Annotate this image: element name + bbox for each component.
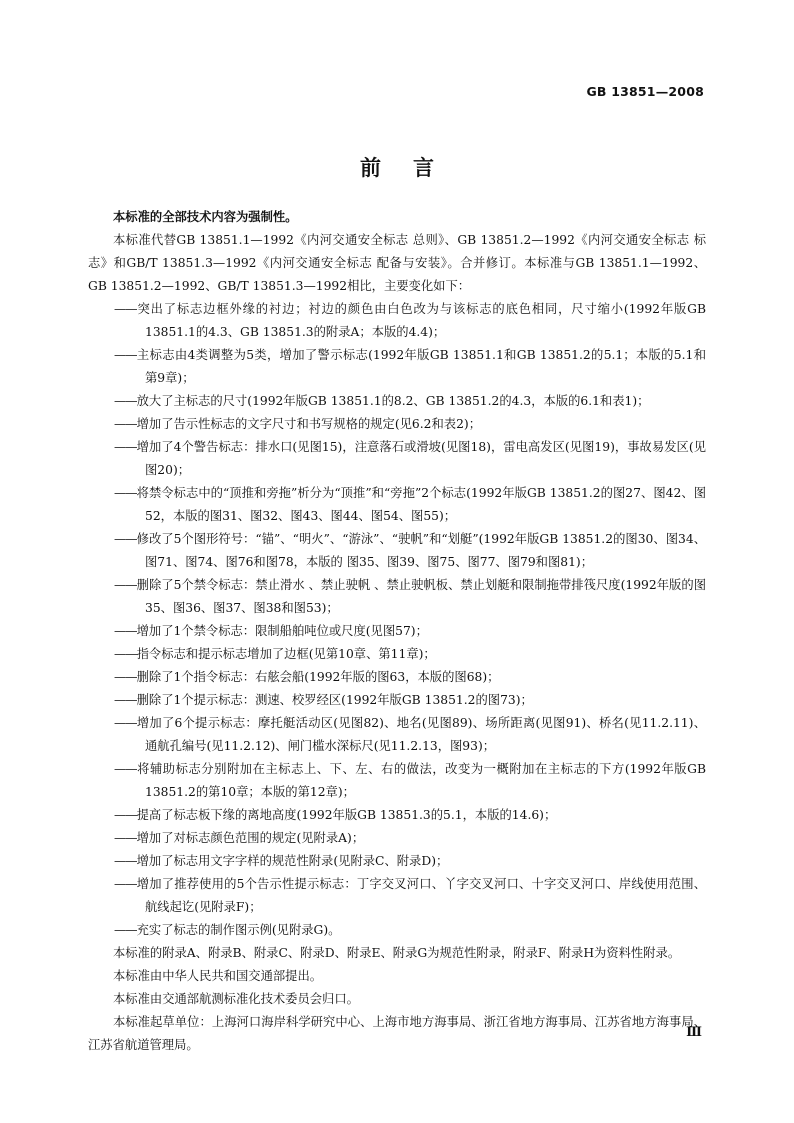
list-item-text: 指令标志和提示标志增加了边框(见第10章、第11章)； (136, 647, 436, 661)
list-item (88, 620, 706, 643)
list-item (88, 873, 706, 919)
list-item-text: 修改了5个图形符号：“锚”、“明火”、“游泳”、“驶帆”和“划艇”(1992年版GB 13851.2的图30、图34、图71、图74、图76和图78，本版的 图35、图39、图75、图77、图79和图81)； (136, 532, 706, 569)
list-item-text: 增加了标志用文字字样的规范性附录(见附录C、附录D)； (136, 854, 449, 868)
dash-marker: —— (114, 440, 137, 454)
dash-marker: —— (114, 348, 137, 362)
list-item-text: 增加了6个提示标志：摩托艇活动区(见图82)、地名(见图89)、场所距离(见图91)、桥名(见11.2.11)、通航孔编号(见11.2.12)、闸门槛水深标尺(见11.2.13，图93)； (136, 716, 706, 753)
list-item-text: 增加了对标志颜色范围的规定(见附录A)； (136, 831, 365, 845)
list-item (88, 390, 706, 413)
list-item-text: 放大了主标志的尺寸(1992年版GB 13851.1的8.2、GB 13851.2的4.3，本版的6.1和表1)； (136, 394, 650, 408)
list-item (88, 827, 706, 850)
dash-marker: —— (114, 670, 137, 684)
list-item-text: 突出了标志边框外缘的衬边；衬边的颜色由白色改为与该标志的底色相同，尺寸缩小(1992年版GB 13851.1的4.3、GB 13851.3的附录A；本版的4.4)； (136, 302, 706, 339)
list-item-text: 增加了1个禁令标志：限制船舶吨位或尺度(见图57)； (136, 624, 428, 638)
list-item-text: 主标志由4类调整为5类，增加了警示标志(1992年版GB 13851.1和GB 13851.2的5.1；本版的5.1和第9章)； (136, 348, 706, 385)
standard-number: GB 13851—2008 (586, 84, 704, 99)
mandatory-statement: 本标准的全部技术内容为强制性。 (113, 210, 298, 224)
dash-marker: —— (114, 486, 137, 500)
list-item (88, 436, 706, 482)
list-item (88, 482, 706, 528)
list-item-text: 删除了1个指令标志：右舷会船(1992年版的图63，本版的图68)； (136, 670, 500, 684)
dash-marker: —— (114, 532, 137, 546)
list-item (88, 666, 706, 689)
list-item-text: 删除了5个禁令标志：禁止滑水 、禁止驶帆 、禁止驶帆板、禁止划艇和限制拖带排筏尺度(1992年版的图35、图36、图37、图38和图53)； (136, 578, 706, 615)
committee-statement: 本标准由交通部航测标准化技术委员会归口。 (113, 992, 359, 1006)
list-item (88, 413, 706, 436)
list-item (88, 758, 706, 804)
list-item-text: 增加了推荐使用的5个告示性提示标志：丁字交叉河口、丫字交叉河口、十字交叉河口、岸线使用范围、航线起讫(见附录F)； (136, 877, 706, 914)
list-item (88, 919, 706, 942)
list-item (88, 712, 706, 758)
appendix-statement: 本标准的附录A、附录B、附录C、附录D、附录E、附录G为规范性附录，附录F、附录H为资料性附录。 (113, 946, 681, 960)
list-item (88, 689, 706, 712)
dash-marker: —— (114, 578, 137, 592)
list-item (88, 804, 706, 827)
dash-marker: —— (114, 647, 137, 661)
dash-marker: —— (114, 808, 137, 822)
dash-marker: —— (114, 417, 137, 431)
dash-marker: —— (114, 302, 137, 316)
drafters-statement: 本标准起草单位：上海河口海岸科学研究中心、上海市地方海事局、浙江省地方海事局、江苏省地方海事局、江苏省航道管理局。 (88, 1015, 706, 1052)
dash-marker: —— (114, 854, 137, 868)
list-item-text: 充实了标志的制作图示例(见附录G)。 (136, 923, 341, 937)
list-item (88, 574, 706, 620)
replacement-statement: 本标准代替GB 13851.1—1992《内河交通安全标志 总则》、GB 13851.2—1992《内河交通安全标志 标志》和GB/T 13851.3—1992《内河交通安全标志 配备与安装》。合并修订。本标准与GB 13851.1—1992、GB 13851.2—1992、GB/T 13851.3—1992相比，主要变化如下： (88, 233, 706, 293)
dash-marker: —— (114, 762, 137, 776)
list-item-text: 增加了4个警告标志：排水口(见图15)，注意落石或滑坡(见图18)，雷电高发区(见图19)，事故易发区(见图20)； (136, 440, 706, 477)
changes-list (88, 298, 706, 942)
dash-marker: —— (114, 923, 137, 937)
dash-marker: —— (114, 624, 137, 638)
proposer-statement: 本标准由中华人民共和国交通部提出。 (113, 969, 323, 983)
list-item-text: 将辅助标志分别附加在主标志上、下、左、右的做法，改变为一概附加在主标志的下方(1992年版GB 13851.2的第10章；本版的第12章)； (136, 762, 706, 799)
dash-marker: —— (114, 394, 137, 408)
list-item (88, 344, 706, 390)
dash-marker: —— (114, 831, 137, 845)
list-item-text: 删除了1个提示标志：测速、校罗经区(1992年版GB 13851.2的图73)； (136, 693, 533, 707)
page-title: 前言 (360, 156, 466, 180)
document-body (88, 206, 706, 1057)
page-number: Ⅲ (686, 1025, 702, 1040)
dash-marker: —— (114, 877, 137, 891)
list-item-text: 提高了标志板下缘的离地高度(1992年版GB 13851.3的5.1，本版的14.6)； (136, 808, 557, 822)
dash-marker: —— (114, 716, 137, 730)
list-item-text: 将禁令标志中的“顶推和旁拖”析分为“顶推”和“旁拖”2个标志(1992年版GB 13851.2的图27、图42、图52，本版的图31、图32、图43、图44、图54、图55)； (136, 486, 706, 523)
dash-marker: —— (114, 693, 137, 707)
list-item (88, 528, 706, 574)
list-item (88, 298, 706, 344)
list-item (88, 850, 706, 873)
list-item (88, 643, 706, 666)
list-item-text: 增加了告示性标志的文字尺寸和书写规格的规定(见6.2和表2)； (136, 417, 481, 431)
